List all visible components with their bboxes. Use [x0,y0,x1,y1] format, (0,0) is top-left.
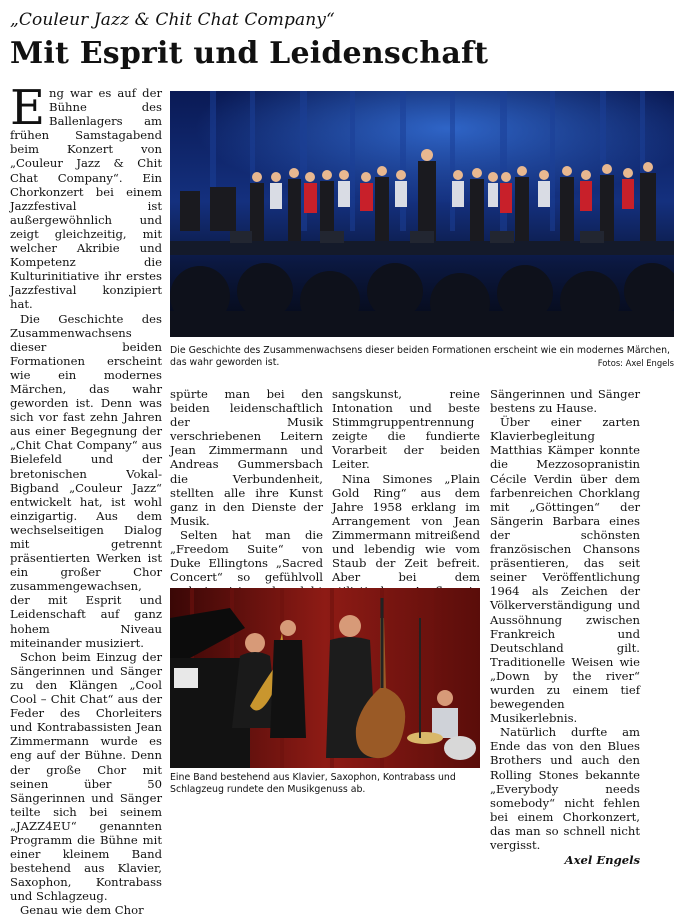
drop-cap: E [10,80,46,136]
paragraph: Genau wie dem Chor [20,903,144,918]
photo-caption: Die Geschichte des Zusammenwachsens dieser beiden Formationen erscheint wie ein modernes Märchen, das wahr geworden ist. [170,345,671,368]
author-byline: Axel Engels [564,853,640,868]
choir-stage-photo [170,91,674,337]
paragraph: sangskunst, reine Intonation und beste Stimmgruppentrennung zeigte die fundierte Vorarbeit der beiden Leiter. [332,387,480,472]
paragraph: Selten hat man die „Freedom Suite“ von Duke Ellingtons „Sacred Concert“ so gefühlvoll [170,527,323,585]
article-column-1 [10,80,162,918]
paragraph: Die Geschichte des Zusammenwachsens dieser beiden Formationen erscheint wie ein modernes Märchen, das wahr geworden ist. Denn was sich vor fast zehn Jahren aus einer Begegnung der „Chit Chat Company“ aus Bielefeld und der bretonischen Vokal-Bigband „Couleur Jazz“ entwickelt hat, ist wohl einzigartig. Aus dem wechselseitigen Dialog mit getrennt präsentierten Werken ist ein großer Chor zusammengewachsen, der mit Esprit und Leidenschaft auf ganz hohem Niveau miteinander musiziert. [10,311,162,650]
paragraph: spürte man bei den beiden leidenschaftlich der Musik verschriebenen Leitern Jean Zimmermann und Andreas Gummersbach die Verbundenheit, stellten alle ihre Kunst ganz in den Dienste der Musik. [170,387,323,528]
article-headline: Mit Esprit und Leidenschaft [10,36,489,71]
paragraph: Natürlich durfte am Ende das von den Blues Brothers und auch den Rolling Stones bekannte „Everybody needs somebody“ nicht fehlen bei einem Chorkonzert, das man so schnell nicht vergisst. [490,725,640,852]
paragraph: Nina Simones „Plain Gold Ring“ aus dem Jahre 1958 erklang im Arrangement von Jean Zimmermann mitreißend und lebendig wie vom Staub der Zeit befreit. Aber bei dem [332,471,480,585]
photo-caption: Eine Band bestehend aus Klavier, Saxophon, Kontrabass und Schlagzeug rundete den Musikgenuss ab. [170,772,456,795]
paragraph-text: ng war es auf der Bühne des Ballenlagers am frühen Samstagabend beim Konzert von „Couleur Jazz & Chit Chat Company“. Ein Chorkonzert bei einem Jazzfestival ist außergewöhnlich und zeigt gleichzeitig, mit welcher Akribie und Kompetenz die Kulturinitiative ihr erstes Jazzfestival konzipiert hat. [10,86,162,312]
paragraph [10,80,162,312]
photo-credit: Fotos: Axel Engels [597,358,674,368]
band-photo [170,588,480,768]
paragraph: Sängerinnen und Sänger bestens zu Hause. [490,387,640,416]
paragraph: Schon beim Einzug der Sängerinnen und Sänger zu den Klängen „Cool Cool – Chit Chat“ aus der Feder des Chorleiters und Kontrabassisten Jean Zimmermann wurde es eng auf der Bühne. Denn der große Chor mit seinen über 50 Sängerinnen und Sänger teilte sich bei seinem „JAZZ4EU“ genannten Programm die Bühne mit einer kleinem Band bestehend aus Klavier, Saxophon, Kontrabass und Schlagzeug. [10,649,162,904]
article-column-4 [490,387,640,867]
paragraph: Über einer zarten Klavierbegleitung Matthias Kämper konnte die Mezzosopranistin Cécile Verdin über dem farbenreichen Chorklang mit „Göttingen“ der Sängerin Barbara eines der schönsten französischen Chansons präsentieren, das seit seiner Veröffentlichung 1964 als Zeichen der Völkerverständigung und Aussöhnung zwischen Frankreich und Deutschland gilt. Traditionelle Weisen wie „Down by the river“ wurden zu einem tief bewegenden Musikerlebnis. [490,415,640,726]
article-kicker: „Couleur Jazz & Chit Chat Company“ [10,10,335,30]
